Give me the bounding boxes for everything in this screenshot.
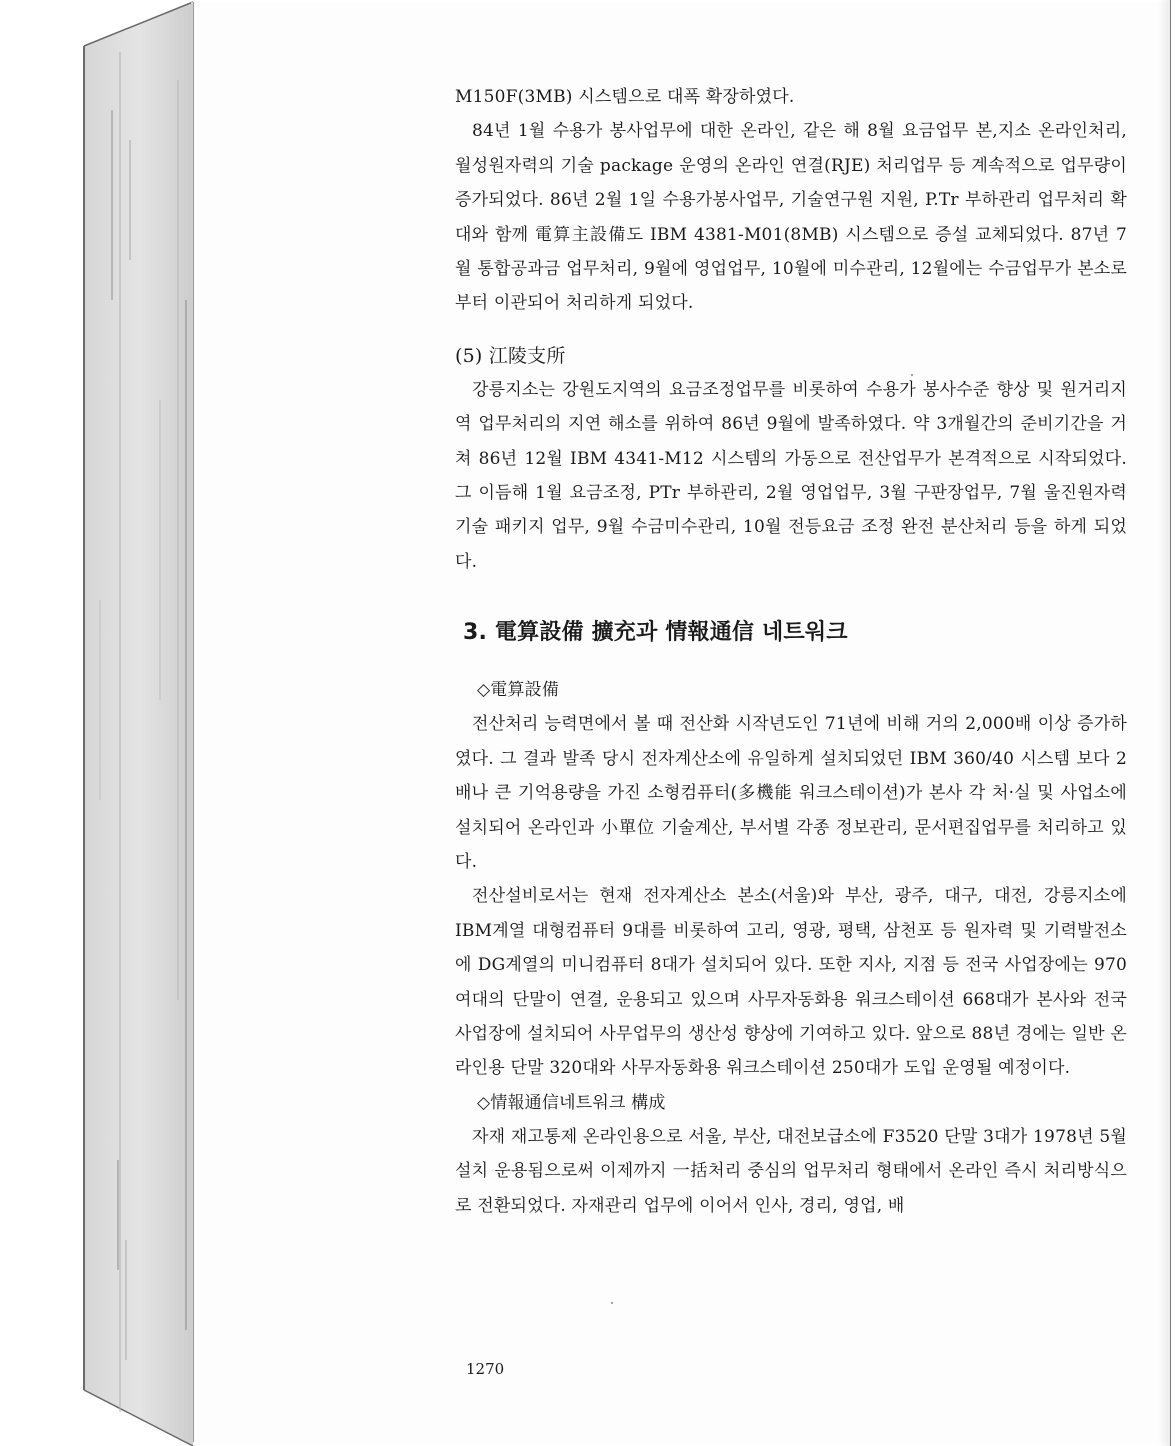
paragraph: 전산처리 능력면에서 볼 때 전산화 시작년도인 71년에 비해 거의 2,000배 이상 증가하였다. 그 결과 발족 당시 전자계산소에 유일하게 설치되었던 IBM 360/40 시스템 보다 2배나 큰 기억용량을 가진 소형컴퓨터(多機能 워크스테이션)가 본사 각 처·실 및 사업소에 설치되어 온라인과 小單位 기술계산, 부서별 각종 정보관리, 문서편집업무를 처리하고 있다. (455, 714, 1127, 872)
subsection-heading: ◇情報通信네트워크 構成 (477, 1092, 666, 1113)
page-edge-shadow (1158, 0, 1170, 1446)
subsection-heading: ◇電算設備 (477, 680, 560, 701)
paragraph: 84년 1월 수용가 봉사업무에 대한 온라인, 같은 해 8월 요금업무 본,지소 온라인처리, 월성원자력의 기술 package 운영의 온라인 연결(RJE) 처리업무 등 계속적으로 업무량이 증가되었다. 86년 2월 1일 수용가봉사업무, 기술연구원 지원, P.Tr 부하관리 업무처리 확대와 함께 電算主設備도 IBM 4381-M01(8MB) 시스템으로 증설 교체되었다. 87년 7월 통합공과금 업무처리, 9월에 영업업무, 10월에 미수관리, 12월에는 수금업무가 본소로부터 이관되어 처리하게 되었다. (455, 121, 1127, 314)
paragraph: 전산설비로서는 현재 전자계산소 본소(서울)와 부산, 광주, 대구, 대전, 강릉지소에 IBM계열 대형컴퓨터 9대를 비롯하여 고리, 영광, 평택, 삼천포 등 원자력 및 기력발전소에 DG계열의 미니컴퓨터 8대가 설치되어 있다. 또한 지사, 지점 등 전국 사업장에는 970여대의 단말이 연결, 운용되고 있으며 사무자동화용 워크스테이션 668대가 본사와 전국 사업장에 설치되어 사무업무의 생산성 향상에 기여하고 있다. 앞으로 88년 경에는 일반 온라인용 단말 320대와 사무자동화용 워크스테이션 250대가 도입 운영될 예정이다. (455, 886, 1127, 1079)
paragraph: 자재 재고통제 온라인용으로 서울, 부산, 대전보급소에 F3520 단말 3대가 1978년 5월 설치 운용됨으로써 이제까지 一括처리 중심의 업무처리 형태에서 온라인 즉시 처리방식으로 전환되었다. 자재관리 업무에 이어서 인사, 경리, 영업, 배 (455, 1126, 1127, 1216)
opening-line: M150F(3MB) 시스템으로 대폭 확장하였다. (455, 87, 795, 107)
page-number: 1270 (466, 1360, 505, 1378)
page-edge-line (1170, 0, 1171, 1446)
scan-speck (611, 1302, 613, 1304)
paragraph: 강릉지소는 강원도지역의 요금조정업무를 비롯하여 수용가 봉사수준 향상 및 원거리지역 업무처리의 지연 해소를 위하여 86년 9월에 발족하였다. 약 3개월간의 준비기간을 거쳐 86년 12월 IBM 4341-M12 시스템의 가동으로 전산업무가 본격적으로 시작되었다. 그 이듬해 1월 요금조정, PTr 부하관리, 2월 영업업무, 3월 구판장업무, 7월 울진원자력 기술 패키지 업무, 9월 수금미수관리, 10월 전등요금 조정 완전 분산처리 등을 하게 되었다. (455, 379, 1127, 572)
section-heading: (5) 江陵支所 (455, 344, 566, 367)
scan-speck (911, 374, 913, 376)
chapter-heading: 3. 電算設備 擴充과 情報通信 네트워크 (463, 620, 848, 646)
page-body (455, 80, 1127, 1223)
